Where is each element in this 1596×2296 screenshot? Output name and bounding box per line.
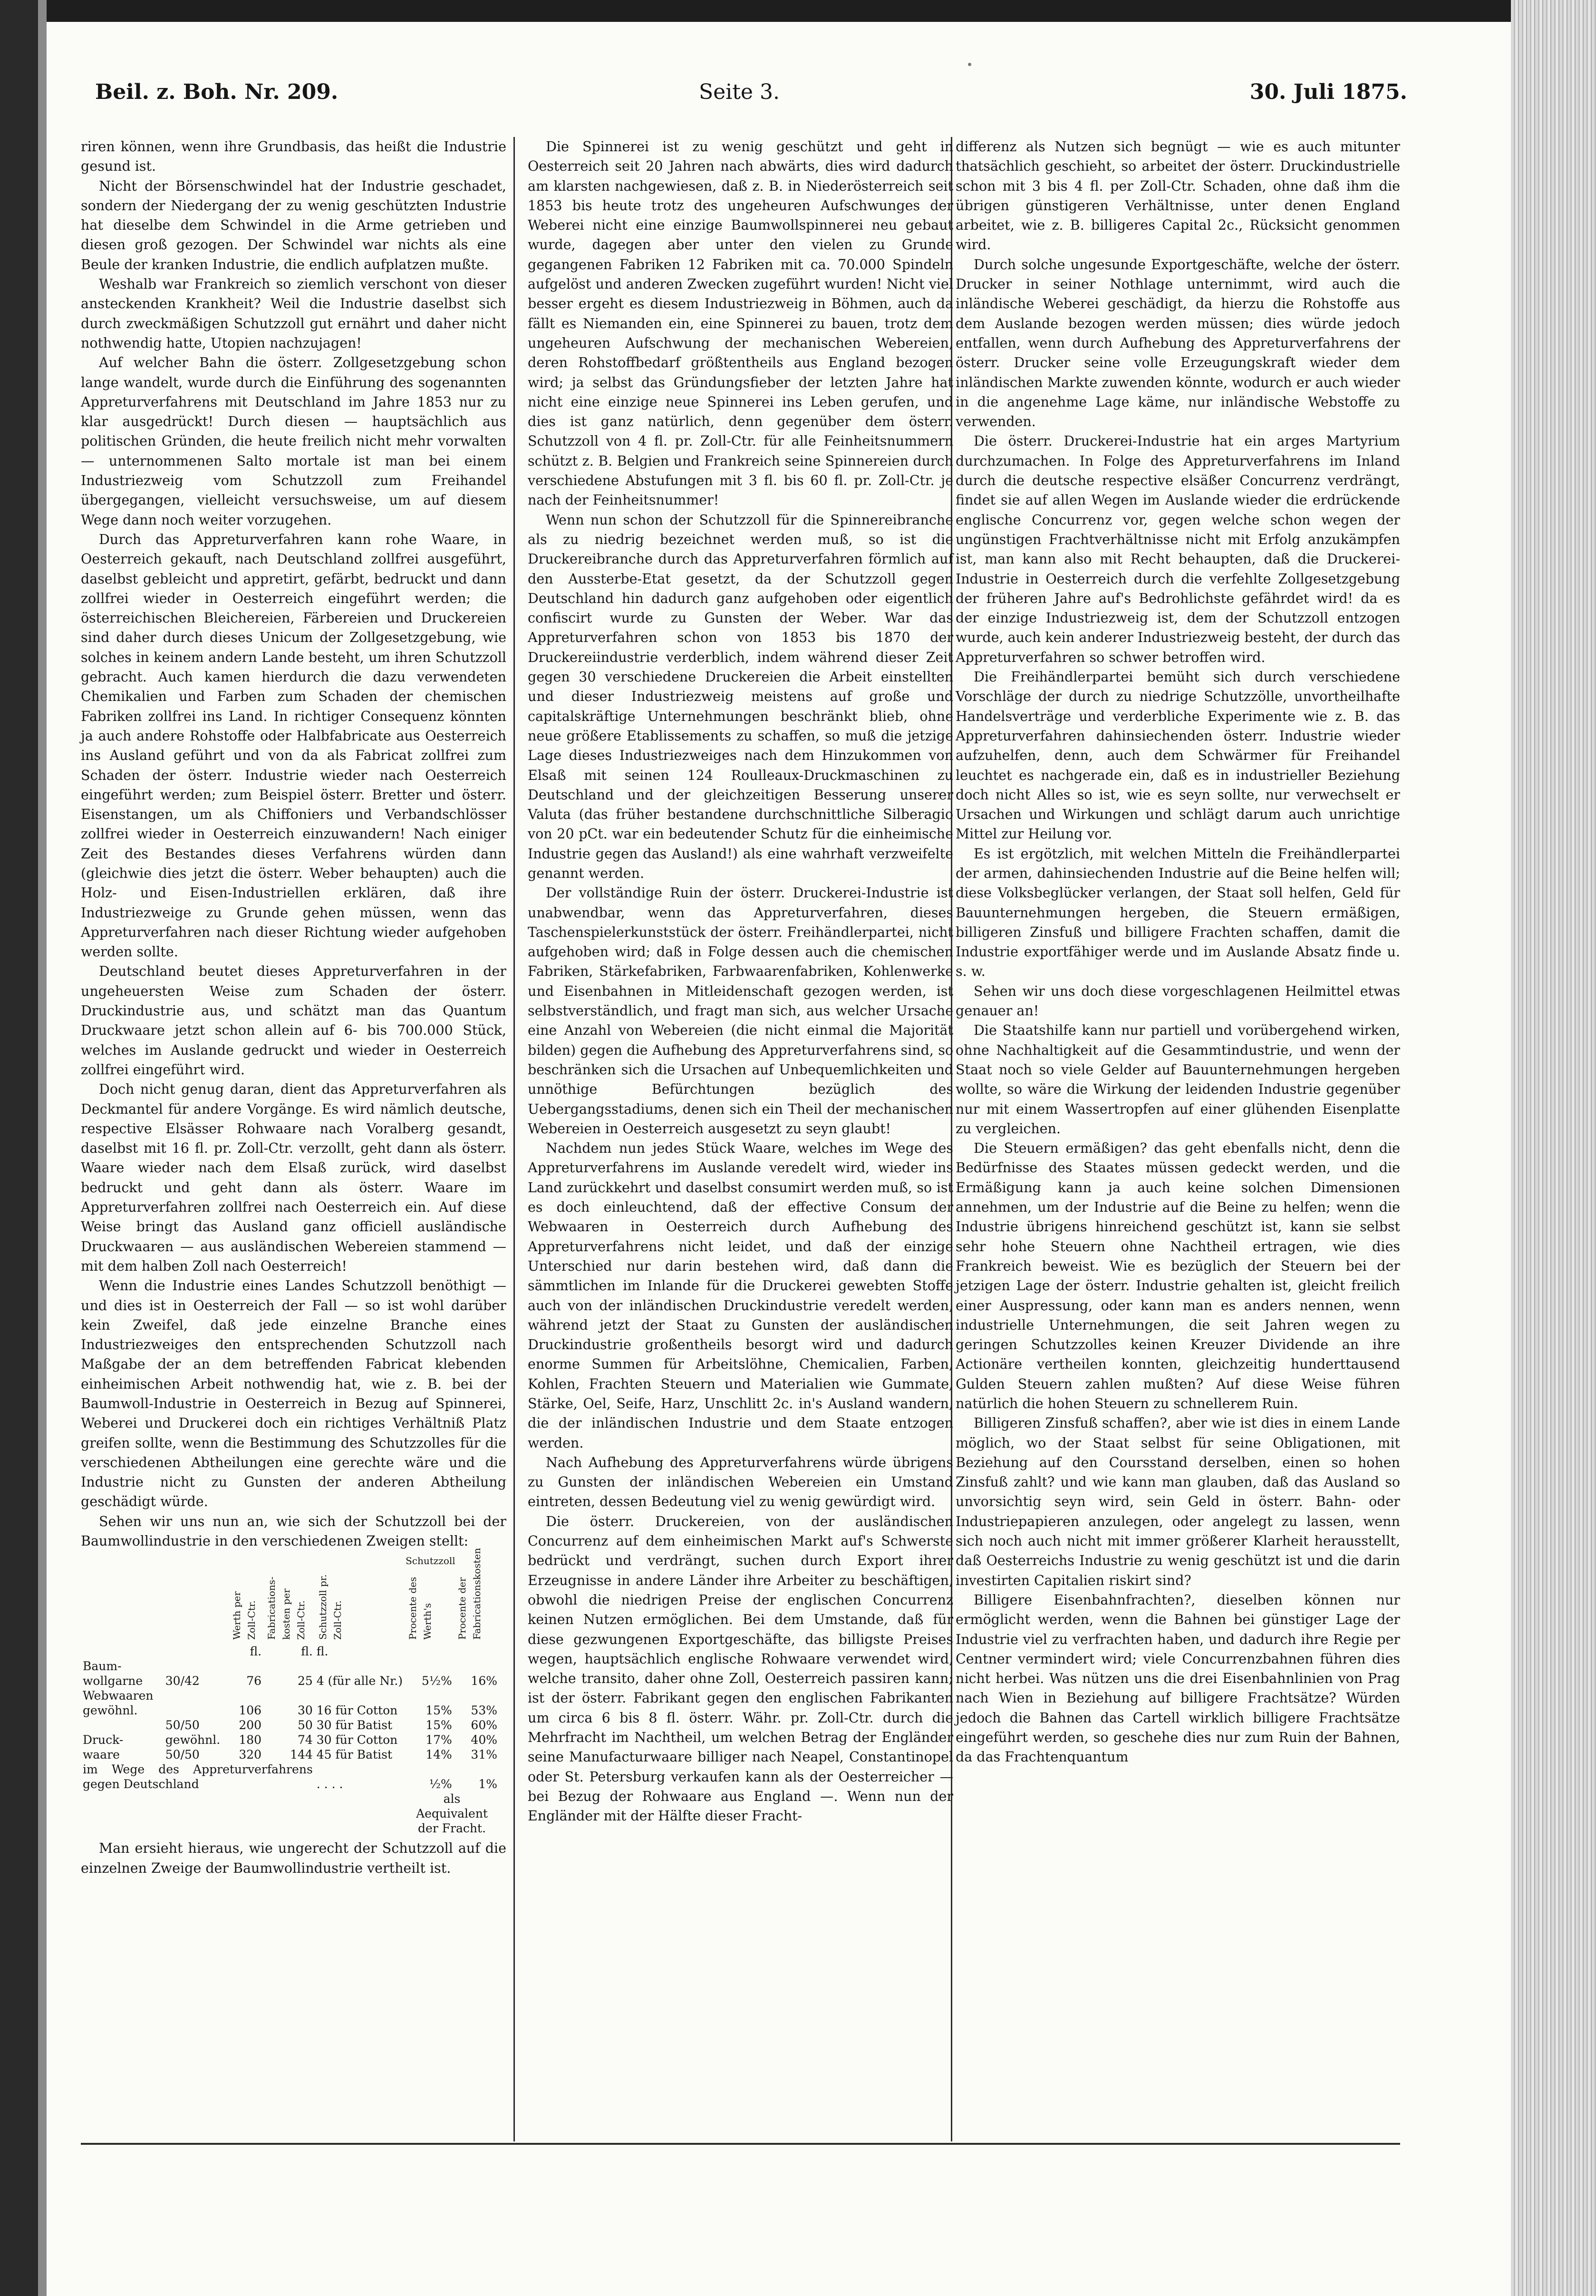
cell-value: 76 xyxy=(246,1674,262,1688)
cell-cost: 25 xyxy=(297,1674,313,1688)
column-3 xyxy=(956,137,1400,1767)
page-header xyxy=(95,80,1407,113)
row-label: wollgarne xyxy=(83,1674,143,1688)
row-label xyxy=(81,1718,164,1732)
cell-duty: 4 (für alle Nr.) xyxy=(316,1674,403,1688)
table-col-head: Procente der Fabricationskosten xyxy=(456,1548,483,1640)
paragraph: Durch das Appreturverfahren kann rohe Waare, in Oesterreich gekauft, nach Deutschland zollfrei ausgeführt, daselbst gebleicht und appretirt, gefärbt, bedruckt und dann zollfrei wieder in Oesterreich eingeführt werden; die österreichischen Bleichereien, Färbereien und Druckereien sind daher durch dieses Unicum der Zollgesetzgebung, wie solches in keinem andern Lande besteht, um ihren Schutzzoll gebracht. Auch kamen hierdurch die dazu verwendeten Chemikalien und Farben zum Schaden der chemischen Fabriken zollfrei ins Land. In richtiger Consequenz könnten ja auch andere Rohstoffe oder Halbfabricate aus Oesterreich ins Ausland geführt und von da als Fabricat zollfrei zum Schaden der österr. Industrie wieder nach Oesterreich eingeführt werden; zum Beispiel österr. Bretter und österr. Eisenstangen, um als Chiffoniers und Verbandschlösser zollfrei wieder in Oesterreich einzuwandern! Nach einiger Zeit des Bestandes dieses Verfahrens würden dann (gleichwie dies jetzt die österr. Weber behaupten) auch die Holz- und Eisen-Industriellen erklären, daß ihre Industriezweige zu Grunde gehen müssen, wenn das Appreturverfahren nach dieser Richtung wieder aufgehoben werden sollte. xyxy=(81,531,506,960)
cell-duty: 16 für Cotton xyxy=(316,1703,398,1718)
issue-label: Beil. z. Boh. Nr. 209. xyxy=(95,80,339,104)
paragraph: Die österr. Druckerei-Industrie hat ein arges Martyrium durchzumachen. In Folge des Appreturverfahrens im Inland durch die deutsche respective elsäßer Concurrenz verdrängt, findet sie auf allen Wegen im Auslande wieder die erdrückende englische Concurrenz vor, gegen welche schon wegen der ungünstigen Frachtverhältnisse nicht mit Erfolg anzukämpfen ist, man kann also mit Recht behaupten, daß die Druckerei-Industrie in Oesterreich durch die verfehlte Zollgesetzgebung der früheren Jahre auf's Bedrohlichste gefährdet wird! da es der einzige Industriezweig ist, dem der Schutzzoll entzogen wurde, auch kein anderer Industriezweig besteht, der durch das Appreturverfahren so schwer betroffen wird. xyxy=(956,433,1400,665)
paragraph: Doch nicht genug daran, dient das Appreturverfahren als Deckmantel für andere Vorgänge. Es wird nämlich deutsche, respective Elsässer Rohwaare nach Voralberg gesandt, daselbst mit 16 fl. pr. Zoll-Ctr. verzollt, geht dann als österr. Waare wieder nach dem Elsaß zurück, wird daselbst bedruckt und geht dann als österr. Waare im Appreturverfahren zollfrei nach Oesterreich ein. Auf diese Weise bringt das Ausland ganz officiell ausländische Druckwaaren — aus ausländischen Webereien stammend — mit dem halben Zoll nach Oesterreich! xyxy=(81,1081,506,1274)
row-grade: 50/50 xyxy=(165,1748,200,1762)
scan-book-edge xyxy=(1511,0,1596,2296)
paragraph: Der vollständige Ruin der österr. Druckerei-Industrie ist unabwendbar, wenn das Appreturverfahren, dieses Taschenspielerkunststück der österr. Freihändlerpartei, nicht aufgehoben wird; daß in Folge dessen auch die chemischen Fabriken, Stärkefabriken, Farbwaarenfabriken, Kohlenwerke und Eisenbahnen in Mitleidenschaft gezogen werden, ist selbstverständlich, und fragt man sich, aus welcher Ursache eine Anzahl von Webereien (die nicht einmal die Majorität bilden) gegen die Aufhebung des Appreturverfahrens sind, so beschränken sich die Ursachen auf Unbequemlichkeiten und unnöthige Befürchtungen bezüglich des Uebergangsstadiums, denen sich ein Theil der mechanischen Webereien in Oesterreich ausgesetzt zu seyn glaubt! xyxy=(528,885,953,1137)
row-label: gewöhnl. xyxy=(83,1703,138,1718)
cell-percent-cost: 16% xyxy=(471,1674,497,1688)
scan-left-edge xyxy=(38,0,47,2296)
cell-value: 320 xyxy=(239,1748,262,1762)
table-group-header: Schutzzoll xyxy=(406,1555,455,1567)
paragraph: Deutschland beutet dieses Appreturverfahren in der ungeheuersten Weise zum Schaden der österr. Druckindustrie aus, und schätzt man das Quantum Druckwaare jetzt schon allein auf 6- bis 700.000 Stück, welches im Auslande gedruckt und wieder in Oesterreich zollfrei eingeführt wird. xyxy=(81,963,506,1078)
paragraph: Durch solche ungesunde Exportgeschäfte, welche der österr. Drucker in seiner Nothlage unternimmt, wird auch die inländische Weberei geschädigt, da hierzu die Rohstoffe aus dem Auslande bezogen werden müssen; dies würde jedoch entfallen, wenn durch Aufhebung des Appreturverfahrens der österr. Drucker seine volle Erzeugungskraft wieder dem inländischen Markte zuwenden könnte, wodurch er auch wieder in die angenehme Lage käme, nur inländische Webstoffe zu verwenden. xyxy=(956,256,1400,430)
paragraph: Die Spinnerei ist zu wenig geschützt und geht in Oesterreich seit 20 Jahren nach abwärts, dies wird dadurch am klarsten nachgewiesen, daß z. B. in Niederösterreich seit 1853 bis heute trotz des ungeheuren Aufschwunges der Weberei nicht eine einzige Baumwollspinnerei neu gebaut wurde, dagegen aber unter den vielen zu Grunde gegangenen Fabriken 12 Fabriken mit ca. 70.000 Spindeln aufgelöst und anderen Zwecken zugeführt wurden! Nicht viel besser ergeht es diesem Industriezweig in Böhmen, auch da fällt es Niemanden ein, eine Spinnerei zu bauen, trotz dem ungeheuren Aufschwung der mechanischen Webereien, deren Rohstoffbedarf größtentheils aus England bezogen wird; ja selbst das Gründungsfieber der letzten Jahre hat nicht eine einzige neue Spinnerei ins Leben gerufen, und dies ist ganz natürlich, denn gegenüber dem österr. Schutzzoll von 4 fl. pr. Zoll-Ctr. für alle Feinheitsnummern schützt z. B. Belgien und Frankreich seine Spinnereien durch verschiedene Abstufungen mit 3 fl. bis 60 fl. pr. Zoll-Ctr. je nach der Feinheitsnummer! xyxy=(528,139,953,508)
table-row xyxy=(81,1659,499,1673)
cell-percent-cost: 31% xyxy=(471,1748,497,1762)
paragraph: Man ersieht hieraus, wie ungerecht der Schutzzoll auf die einzelnen Zweige der Baumwollindustrie vertheilt ist. xyxy=(81,1840,506,1876)
scan-top-shadow xyxy=(47,0,1511,22)
cotton-tariff-table xyxy=(81,1548,499,1836)
page-number: Seite 3. xyxy=(699,80,780,104)
row-grade: 30/42 xyxy=(165,1674,200,1688)
paragraph: Die Steuern ermäßigen? das geht ebenfalls nicht, denn die Bedürfnisse des Staates müssen gedeckt werden, und die Ermäßigung kann ja auch keine solchen Dimensionen annehmen, um der Industrie auf die Beine zu helfen; wenn die Industrie übrigens hinreichend geschützt ist, kann sie selbst sehr hohe Steuern ohne Nachtheil ertragen, wie dies Frankreich beweist. Wie es bezüglich der Steuern bei der jetzigen Lage der österr. Industrie gehalten ist, gleicht freilich einer Auspressung, oder kann man es anders nennen, wenn industrielle Unternehmungen, die seit Jahren wegen zu geringen Schutzzolles keinen Kreuzer Dividende an ihre Actionäre vertheilen konnten, gleichzeitig hunderttausend Gulden Steuern zahlen mußten? Auf diese Weise führen natürlich die hohen Steuern zu schnellerem Ruin. xyxy=(956,1140,1400,1411)
paragraph: differenz als Nutzen sich begnügt — wie es auch mitunter thatsächlich geschieht, so arbeitet der österr. Druckindustrielle schon mit 3 bis 4 fl. per Zoll-Ctr. Schaden, ohne daß ihm die übrigen günstigeren Verhältnisse, unter denen England arbeitet, wie z. B. billigeres Capital 2c., Rücksicht genommen wird. xyxy=(956,139,1400,253)
cell-cost: 74 xyxy=(297,1733,313,1747)
row-dots: . . . . xyxy=(316,1777,343,1791)
table-unit: fl. xyxy=(250,1644,262,1659)
table-unit: fl. xyxy=(301,1644,313,1659)
table-row xyxy=(81,1703,499,1718)
table-row xyxy=(81,1747,499,1762)
paragraph: riren können, wenn ihre Grundbasis, das heißt die Industrie gesund ist. xyxy=(81,139,506,175)
cell-cost: 144 xyxy=(290,1748,313,1762)
cell-percent-value: 14% xyxy=(426,1748,452,1762)
table-col-head: Werth per Zoll-Ctr. xyxy=(231,1591,257,1640)
paragraph: Auf welcher Bahn die österr. Zollgesetzgebung schon lange wandelt, wurde durch die Einführung des sogenannten Appreturverfahrens mit Deutschland im Jahre 1853 nur zu klar ausgedrückt! Durch diesen — hauptsächlich aus politischen Gründen, die heute freilich nicht mehr vorwalten — unternommenen Salto mortale ist man bei einem Industriezweig vom Schutzzoll zum Freihandel übergegangen, vielleicht versuchsweise, um auf diesem Wege dann noch weiter vorzugehen. xyxy=(81,355,506,528)
cell-percent-value: ½% xyxy=(429,1777,452,1791)
row-label: waare xyxy=(83,1748,120,1762)
table-row xyxy=(81,1688,499,1703)
cell-duty: 45 für Batist xyxy=(316,1748,392,1762)
date-label: 30. Juli 1875. xyxy=(1249,80,1407,104)
row-label: Baum- xyxy=(83,1659,122,1673)
row-label: Webwaaren xyxy=(83,1689,154,1703)
cell-percent-value: 15% xyxy=(426,1703,452,1718)
cell-value: 180 xyxy=(239,1733,262,1747)
cell-value: 200 xyxy=(239,1718,262,1732)
row-grade: gewöhnl. xyxy=(165,1733,221,1747)
paragraph: Nicht der Börsenschwindel hat der Industrie geschadet, sondern der Niedergang der zu wenig geschützten Industrie hat dieselbe dem Schwindel in die Arme getrieben und diesen groß gezogen. Der Schwindel war nichts als eine Beule der kranken Industrie, die endlich aufplatzen mußte. xyxy=(81,178,506,272)
paragraph: Weshalb war Frankreich so ziemlich verschont von dieser ansteckenden Krankheit? Weil die Industrie daselbst sich durch zweckmäßigen Schutzzoll gut ernährt und daher nicht nothwendig hatte, Utopien nachzujagen! xyxy=(81,276,506,351)
table-col-head: Schutzzoll pr. Zoll-Ctr. xyxy=(317,1574,343,1640)
cell-percent-cost: 60% xyxy=(471,1718,497,1732)
paragraph: Sehen wir uns doch diese vorgeschlagenen Heilmittel etwas genauer an! xyxy=(956,983,1400,1019)
row-grade xyxy=(164,1703,229,1718)
paragraph: Die Staatshilfe kann nur partiell und vorübergehend wirken, ohne Nachhaltigkeit auf die Gesammtindustrie, und wenn der Staat noch so viele Gelder auf Bauunternehmungen hergeben wollte, so wäre die Wirkung der leidenden Industrie gegenüber nur mit einem Wassertropfen auf einer glühenden Eisenplatte zu vergleichen. xyxy=(956,1022,1400,1137)
table-footnote: als Aequivalent der Fracht. xyxy=(416,1792,488,1836)
column-rule xyxy=(513,137,515,2141)
cell-percent-cost: 53% xyxy=(471,1703,497,1718)
row-grade: 50/50 xyxy=(165,1718,200,1732)
cell-percent-value: 17% xyxy=(426,1733,452,1747)
row-label: im Wege des Appreturverfahrens gegen Deutschland xyxy=(83,1762,313,1791)
paragraph: Es ist ergötzlich, mit welchen Mitteln die Freihändlerpartei der armen, dahinsiechenden Industrie auf die Beine helfen will; diese Volksbeglücker verlangen, der Staat soll helfen, Geld für Bauunternehmungen hergeben, die Steuern ermäßigen, billigeren Zinsfuß und billigere Frachten schaffen, damit die Industrie exportfähiger werde und im Auslande Absatz finde u. s. w. xyxy=(956,846,1400,980)
cell-duty: 30 für Batist xyxy=(316,1718,392,1732)
cell-percent-value: 5½% xyxy=(421,1674,452,1688)
column-1 xyxy=(81,137,506,1878)
cell-cost: 30 xyxy=(297,1703,313,1718)
table-row xyxy=(81,1762,499,1791)
paragraph: Wenn die Industrie eines Landes Schutzzoll benöthigt — und dies ist in Oesterreich der Fall — so ist wohl darüber kein Zweifel, daß jede einzelne Branche eines Industriezweiges den entsprechenden Schutzzoll nach Maßgabe der an dem betreffenden Fabricat klebenden einheimischen Arbeit nothwendig hat, wie z. B. bei der Baumwoll-Industrie in Oesterreich in Bezug auf Spinnerei, Weberei und Druckerei doch ein richtiges Verhältniß Platz greifen sollte, wenn die Bestimmung des Schutzzolles für die verschiedenen Abtheilungen eine gerechte wäre und die Industrie nicht zu Gunsten der anderen Abtheilung geschädigt würde. xyxy=(81,1278,506,1510)
paragraph: Billigeren Zinsfuß schaffen?, aber wie ist dies in einem Lande möglich, wo der Staat selbst für seine Obligationen, mit Beziehung auf den Coursstand derselben, einen so hohen Zinsfuß zahlt? und wie kann man glauben, daß das Ausland so unvorsichtig seyn wird, sein Geld in österr. Bahn- oder Industriepapieren anzulegen, oder angelegt zu lassen, wenn sich noch auch nicht mit immer größerer Klarheit herausstellt, daß Oesterreichs Industrie zu wenig geschützt ist und die darin investirten Capitalien riskirt sind? xyxy=(956,1415,1400,1588)
paragraph: Billigere Eisenbahnfrachten?, dieselben können nur ermöglicht werden, wenn die Bahnen bei günstiger Lage der Industrie viel zu verfrachten haben, und dadurch ihre Regie per Centner vermindert wird; viele Concurrenzbahnen führen dies nicht herbei. Was nützen uns die drei Eisenbahnlinien von Prag nach Wien in Beziehung auf billigere Frachtsätze? Würden jedoch die Bahnen das Cartell wirklich billigere Frachtsätze eingeführt werden, so geschehe dies nur zum Ruin der Bahnen, da das Frachtenquantum xyxy=(956,1592,1400,1765)
paragraph: Die Freihändlerpartei bemüht sich durch verschiedene Vorschläge der durch zu niedrige Schutzzölle, unvortheilhafte Handelsverträge und verderbliche Experimente wie z. B. das Appreturverfahren dahinsiechenden österr. Industrie wieder aufzuhelfen, denn, auch dem Schwärmer für Freihandel leuchtet es nachgerade ein, daß es in industrieller Beziehung doch nicht Alles so ist, wie es seyn sollte, nur verwechselt er Ursachen und Wirkungen und schlägt darum auch unrichtige Mittel zur Heilung vor. xyxy=(956,669,1400,842)
bottom-rule xyxy=(81,2143,1400,2145)
table-row xyxy=(81,1718,499,1732)
paragraph: Nach Aufhebung des Appreturverfahrens würde übrigens zu Gunsten der inländischen Webereien ein Umstand eintreten, dessen Bedeutung viel zu wenig gewürdigt wird. xyxy=(528,1454,953,1510)
table-row xyxy=(81,1673,499,1688)
paragraph: Sehen wir uns nun an, wie sich der Schutzzoll bei der Baumwollindustrie in den verschiedenen Zweigen stellt: xyxy=(81,1513,506,1549)
cell-duty: 30 für Cotton xyxy=(316,1733,398,1747)
column-2 xyxy=(528,137,953,1826)
cell-percent-cost: 1% xyxy=(478,1777,497,1791)
cell-percent-value: 15% xyxy=(426,1718,452,1732)
paragraph: Nachdem nun jedes Stück Waare, welches im Wege des Appreturverfahrens im Auslande veredelt wird, wieder ins Land zurückkehrt und daselbst consumirt werden muß, so ist es doch einleuchtend, daß der effective Consum der Webwaaren in Oesterreich durch Aufhebung des Appreturverfahrens nicht leidet, und daß der einzige Unterschied nur darin bestehen wird, daß dann die sämmtlichen im Inlande für die Druckerei gewebten Stoffe auch von der inländischen Druckindustrie veredelt werden, während jetzt der Staat zu Gunsten der ausländischen Druckindustrie großentheils besorgt wird und dadurch enorme Summen für Arbeitslöhne, Chemicalien, Farben, Kohlen, Frachten Steuern und Materialien wie Gummate, Stärke, Oel, Seife, Harz, Unschlitt 2c. in's Ausland wandern, die der inländischen Industrie und dem Staate entzogen werden. xyxy=(528,1140,953,1451)
table-row xyxy=(81,1732,499,1747)
table-col-head: Procente des Werth's xyxy=(407,1577,434,1640)
scan-left-margin xyxy=(0,0,38,2296)
paragraph: Wenn nun schon der Schutzzoll für die Spinnereibranche als zu niedrig bezeichnet werden muß, so ist die Druckereibranche durch das Appreturverfahren förmlich auf den Aussterbe-Etat gesetzt, da der Schutzzoll gegen Deutschland hin dadurch ganz aufgehoben oder eigentlich confiscirt wurde zu Gunsten der Weber. War das Appreturverfahren schon von 1853 bis 1870 der Druckereiindustrie verderblich, indem während dieser Zeit gegen 30 verschiedene Druckereien die Arbeit einstellten und dieser Industriezweig meistens auf große und capitalskräftige Unternehmungen beschränkt blieb, ohne neue größere Etablissements zu schaffen, so muß die jetzige Lage dieses Industriezweiges nach dem Hinzukommen von Elsaß mit seinen 124 Roulleaux-Druckmaschinen zu Deutschland und der gleichzeitigen Besserung unserer Valuta (das früher bestandene durchschnittliche Silberagio von 20 pCt. war ein bedeutender Schutz für die einheimische Industrie gegen das Ausland!) als eine wahrhaft verzweifelte genannt werden. xyxy=(528,512,953,881)
table-col-head: Fabrications-kosten per Zoll-Ctr. xyxy=(266,1576,307,1640)
cell-cost: 50 xyxy=(297,1718,313,1732)
row-label: Druck- xyxy=(83,1733,124,1747)
cell-percent-cost: 40% xyxy=(471,1733,497,1747)
speck-mark xyxy=(968,63,971,66)
table-unit: fl. xyxy=(316,1644,329,1659)
paragraph: Die österr. Druckereien, von der ausländischen Concurrenz auf dem einheimischen Markt auf's Schwerste bedrückt und verdrängt, suchen durch Export ihrer Erzeugnisse in andere Länder ihre Arbeiter zu beschäftigen, obwohl die niedrigen Preise der englischen Concurrenz keinen Nutzen ermöglichen. Bei dem Umstande, daß für diese gezwungenen Exportgeschäfte, das billigste Preises wegen, hauptsächlich englische Rohwaare verwendet wird, welche transito, daher ohne Zoll, Oesterreich passiren kann; ist der österr. Fabrikant gegen den englischen Fabrikanten um circa 6 bis 8 fl. österr. Währ. pr. Zoll-Ctr. durch die Mehrfracht im Nachtheil, um welchen Betrag der Engländer seine Manufacturwaare billiger nach Neapel, Constantinopel oder St. Petersburg verkaufen kann als der Oesterreicher — bei Bezug der Rohwaare aus England —. Wenn nun der Engländer mit der Hälfte dieser Fracht- xyxy=(528,1513,953,1824)
cell-value: 106 xyxy=(239,1703,262,1718)
